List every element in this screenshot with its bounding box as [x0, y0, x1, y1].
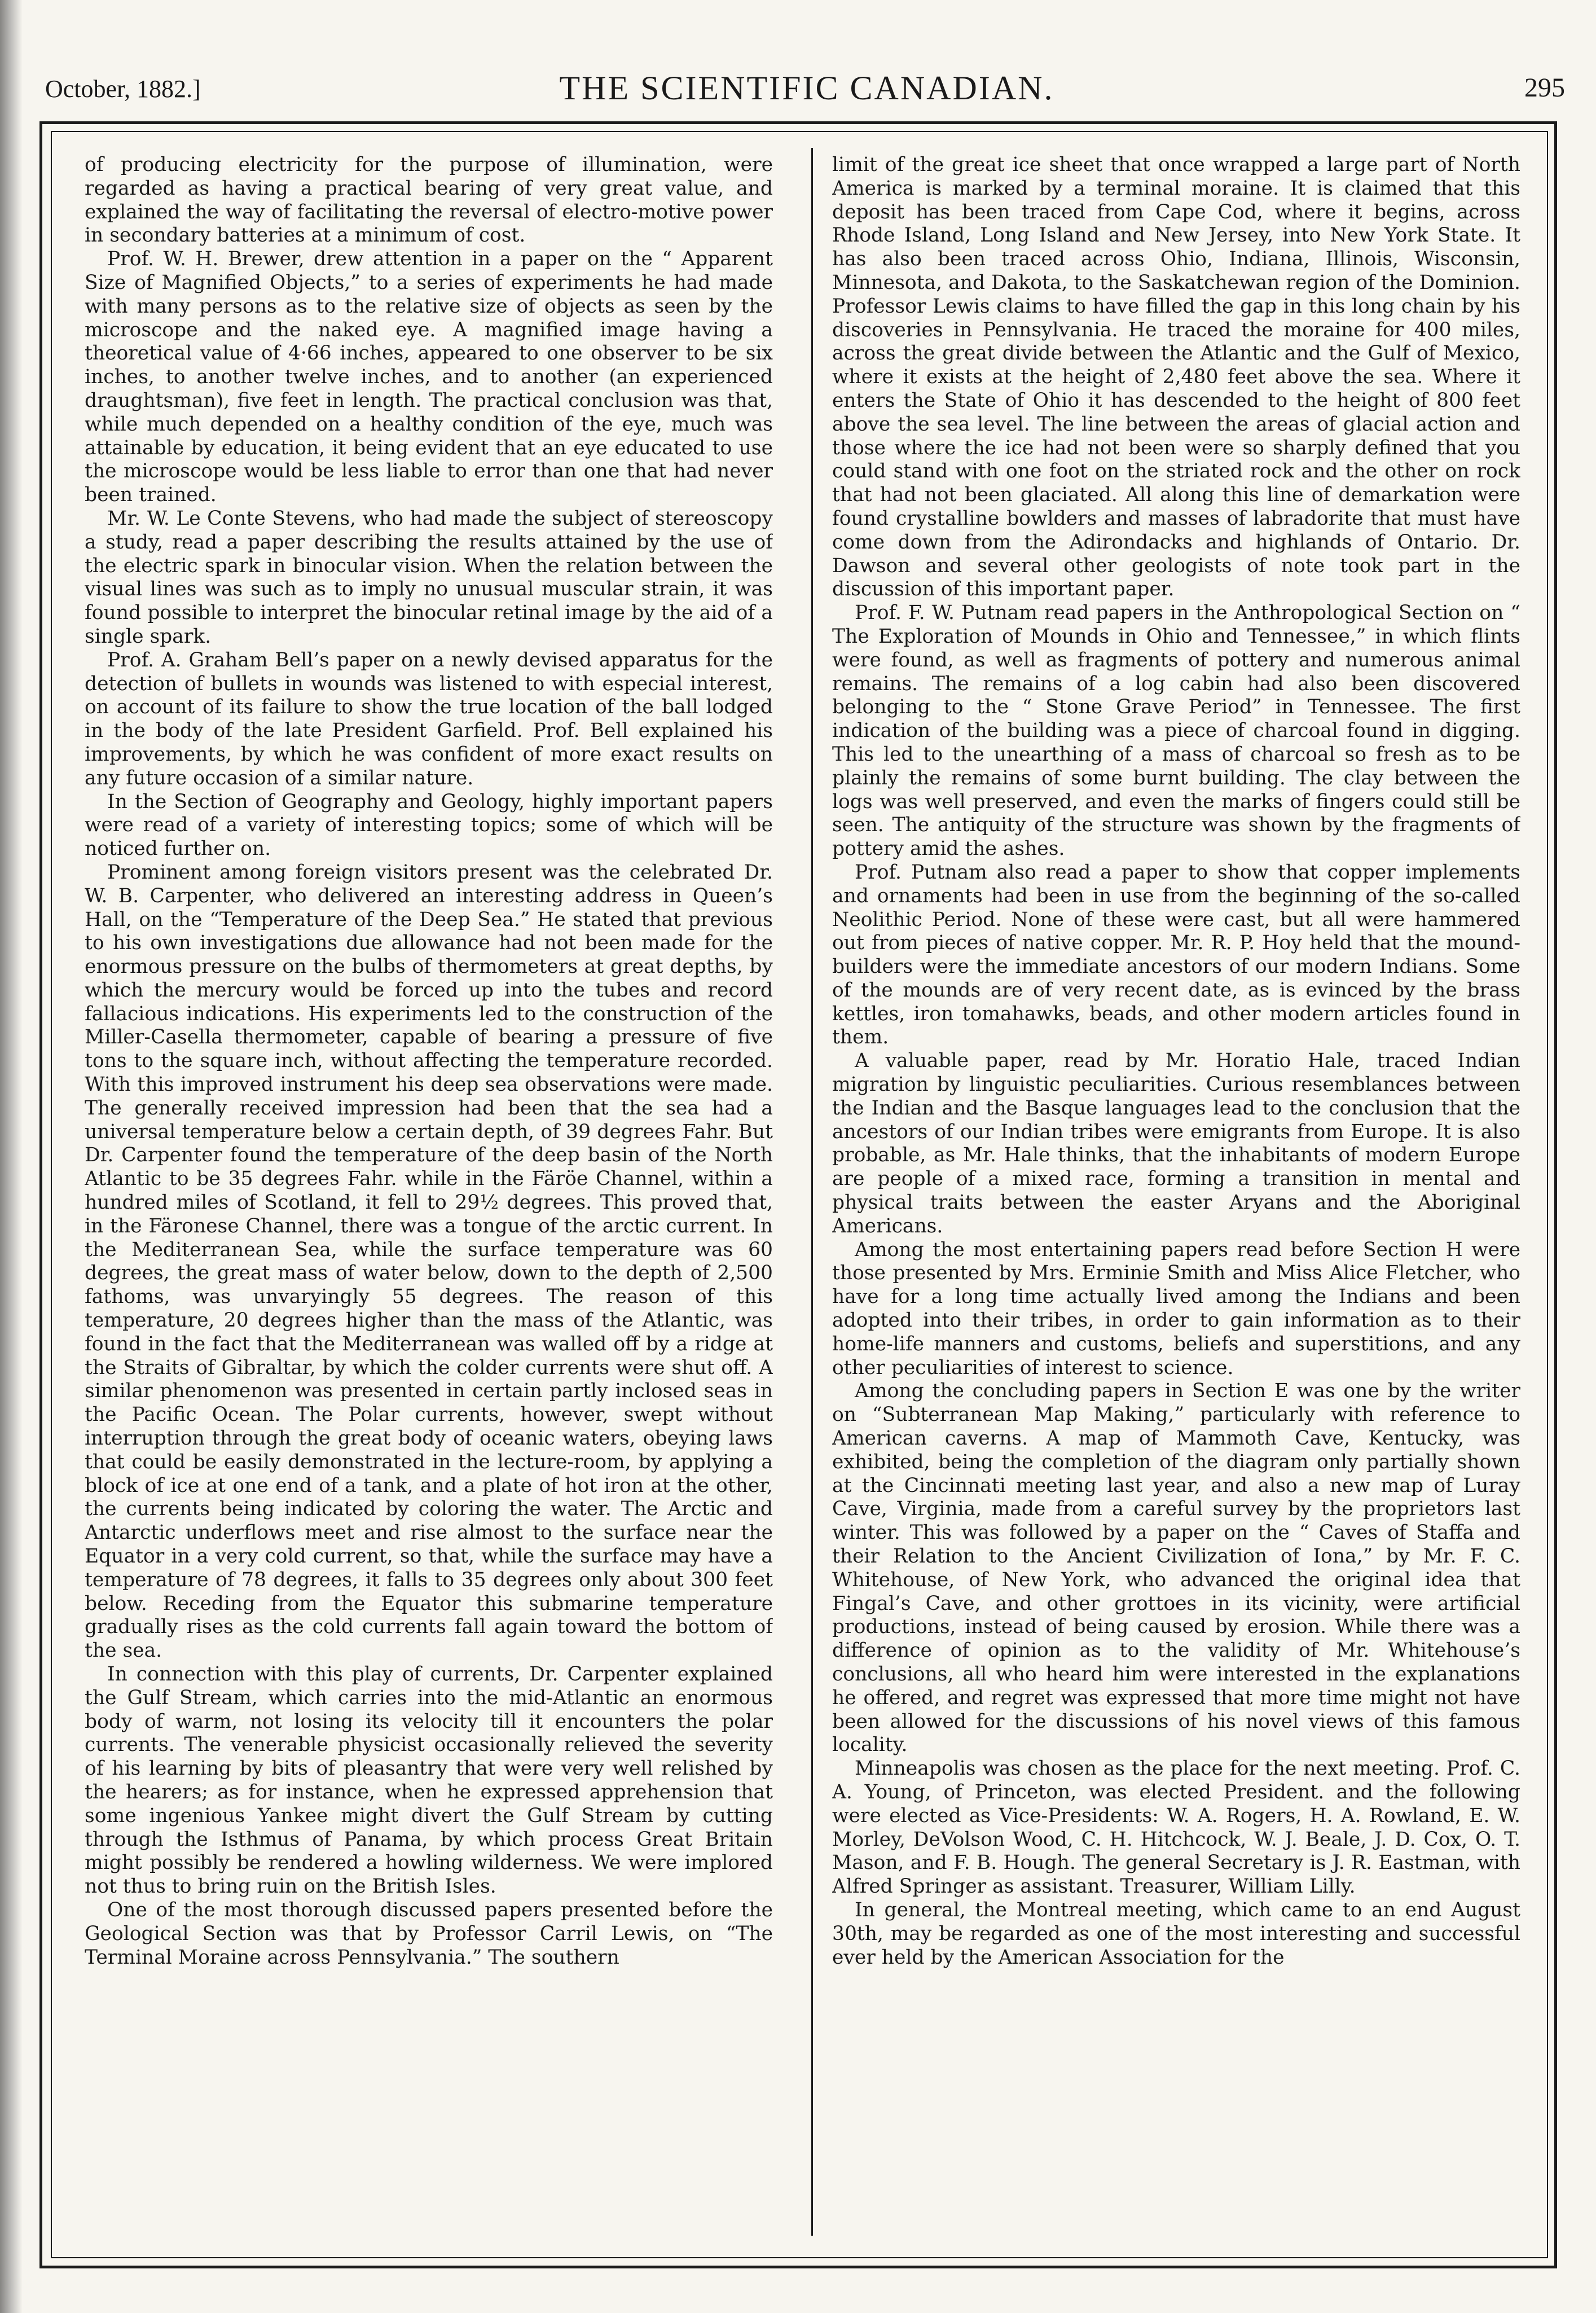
paragraph: Prof. W. H. Brewer, drew attention in a paper on the “ Apparent Size of Magnified Objects,” to a series of experiments he had made with many persons as to the relative size of objects as seen by the microscope and the naked eye. A magnified image having a theoretical value of 4·66 inches, appeared to one observer to be six inches, to another twelve inches, and to another (an experienced draughtsman), five feet in length. The practical conclusion was that, while much depended on a healthy condition of the eye, much was attainable by education, it being evident that an eye educated to use the microscope would be less liable to error than one that had never been trained.: [85, 248, 773, 507]
column-divider: [811, 148, 813, 2236]
publication-title: THE SCIENTIFIC CANADIAN.: [559, 69, 1054, 107]
paragraph: Prof. F. W. Putnam read papers in the Anthropological Section on “ The Exploration of Mounds in Ohio and Tennessee,” in which flints were found, as well as fragments of pottery and numerous animal remains. The remains of a log cabin had also been discovered belonging to the “ Stone Grave Period” in Tennessee. The first indication of the building was a piece of charcoal found in digging. This led to the unearthing of a mass of charcoal so fresh as to be plainly the remains of some burnt building. The clay between the logs was well preserved, and even the marks of fingers could still be seen. The antiquity of the structure was shown by the fragments of pottery amid the ashes.: [832, 602, 1520, 861]
page-header: [45, 62, 1568, 113]
right-column: [832, 153, 1520, 2236]
page-number: 295: [1524, 73, 1565, 103]
paragraph: Prof. Putnam also read a paper to show that copper implements and ornaments had been in use from the beginning of the so-called Neolithic Period. None of these were cast, but all were hammered out from pieces of native copper. Mr. R. P. Hoy held that the mound-builders were the immediate ancestors of our modern Indians. Some of the mounds are of very recent date, as is evinced by the brass kettles, iron tomahawks, beads, and other modern articles found in them.: [832, 861, 1520, 1049]
page-edge-shadow: [0, 0, 23, 2313]
paragraph: In connection with this play of currents, Dr. Carpenter explained the Gulf Stream, which carries into the mid-Atlantic an enormous body of warm, not losing its velocity till it encounters the polar currents. The venerable physicist occasionally relieved the severity of his learning by bits of pleasantry that were very well relished by the hearers; as for instance, when he expressed apprehension that some ingenious Yankee might divert the Gulf Stream by cutting through the Isthmus of Panama, by which process Great Britain might possibly be rendered a howling wilderness. We were implored not thus to bring ruin on the British Isles.: [85, 1663, 773, 1898]
paragraph: A valuable paper, read by Mr. Horatio Hale, traced Indian migration by linguistic peculiarities. Curious resemblances between the Indian and the Basque languages lead to the conclusion that the ancestors of our Indian tribes were emigrants from Europe. It is also probable, as Mr. Hale thinks, that the inhabitants of modern Europe are people of a mixed race, forming a transition in mental and physical traits between the easter Aryans and the Aboriginal Americans.: [832, 1050, 1520, 1237]
paragraph: Among the concluding papers in Section E was one by the writer on “Subterranean Map Making,” particularly with reference to American caverns. A map of Mammoth Cave, Kentucky, was exhibited, being the completion of the diagram only partially shown at the Cincinnati meeting last year, and also a new map of Luray Cave, Virginia, made from a careful survey by the proprietors last winter. This was followed by a paper on the “ Caves of Staffa and their Relation to the Ancient Civilization of Iona,” by Mr. F. C. Whitehouse, of New York, who advanced the original idea that Fingal’s Cave, and other grottoes in its vicinity, were artificial productions, instead of being caused by erosion. While there was a difference of opinion as to the validity of Mr. Whitehouse’s conclusions, all who heard him were interested in the explanations he offered, and regret was expressed that more time might not have been allowed for the discussions of his novel views of this famous locality.: [832, 1380, 1520, 1757]
paragraph: Prof. A. Graham Bell’s paper on a newly devised apparatus for the detection of bullets in wounds was listened to with especial interest, on account of its failure to show the true location of the ball lodged in the body of the late President Garfield. Prof. Bell explained his improvements, by which he was confident of more exact results on any future occasion of a similar nature.: [85, 648, 773, 789]
paragraph: One of the most thorough discussed papers presented before the Geological Section was that by Professor Carril Lewis, on “The Terminal Moraine across Pennsylvania.” The southern: [85, 1898, 773, 1969]
paragraph: Minneapolis was chosen as the place for the next meeting. Prof. C. A. Young, of Princeton, was elected President. and the following were elected as Vice-Presidents: W. A. Rogers, H. A. Rowland, E. W. Morley, DeVolson Wood, C. H. Hitchcock, W. J. Beale, J. D. Cox, O. T. Mason, and F. B. Hough. The general Secretary is J. R. Eastman, with Alfred Springer as assistant. Treasurer, William Lilly.: [832, 1757, 1520, 1898]
paragraph: limit of the great ice sheet that once wrapped a large part of North America is marked by a terminal moraine. It is claimed that this deposit has been traced from Cape Cod, where it begins, across Rhode Island, Long Island and New Jersey, into New York State. It has also been traced across Ohio, Indiana, Illinois, Wisconsin, Minnesota, and Dakota, to the Saskatchewan region of the Dominion. Professor Lewis claims to have filled the gap in this long chain by his discoveries in Pennsylvania. He traced the moraine for 400 miles, across the great divide between the Atlantic and the Gulf of Mexico, where it exists at the height of 2,480 feet above the sea. Where it enters the State of Ohio it has descended to the height of 800 feet above the sea level. The line between the areas of glacial action and those where the ice had not been were so sharply defined that you could stand with one foot on the striated rock and the other on rock that had not been glaciated. All along this line of demarkation were found crystalline bowlders and masses of labradorite that must have come down from the Adirondacks and highlands of Ontario. Dr. Dawson and several other geologists of note took part in the discussion of this important paper.: [832, 153, 1520, 601]
paragraph: of producing electricity for the purpose of illumination, were regarded as having a practical bearing of very great value, and explained the way of facilitating the reversal of electro-motive power in secondary batteries at a minimum of cost.: [85, 153, 773, 247]
paragraph: In the Section of Geography and Geology, highly important papers were read of a variety of interesting topics; some of which will be noticed further on.: [85, 790, 773, 861]
left-column: [85, 153, 773, 2236]
issue-date: October, 1882.]: [45, 75, 201, 103]
paragraph: Prominent among foreign visitors present was the celebrated Dr. W. B. Carpenter, who delivered an interesting address in Queen’s Hall, on the “Temperature of the Deep Sea.” He stated that previous to his own investigations due allowance had not been made for the enormous pressure on the bulbs of thermometers at great depths, by which the mercury would be forced up into the tubes and record fallacious indications. His experiments led to the construction of the Miller-Casella thermometer, capable of bearing a pressure of five tons to the square inch, without affecting the temperature recorded. With this improved instrument his deep sea observations were made. The generally received impression had been that the sea had a universal temperature below a certain depth, of 39 degrees Fahr. But Dr. Carpenter found the temperature of the deep basin of the North Atlantic to be 35 degrees Fahr. while in the Färöe Channel, within a hundred miles of Scotland, it fell to 29½ degrees. This proved that, in the Färonese Channel, there was a tongue of the arctic current. In the Mediterranean Sea, while the surface temperature was 60 degrees, the great mass of water below, down to the depth of 2,500 fathoms, was unvaryingly 55 degrees. The reason of this temperature, 20 degrees higher than the mass of the Atlantic, was found in the fact that the Mediterranean was walled off by a ridge at the Straits of Gibraltar, by which the colder currents were shut off. A similar phenomenon was presented in certain partly inclosed seas in the Pacific Ocean. The Polar currents, however, swept without interruption through the great body of oceanic waters, obeying laws that could be easily demonstrated in the lecture-room, by applying a block of ice at one end of a tank, and a plate of hot iron at the other, the currents being indicated by coloring the water. The Arctic and Antarctic underflows meet and rise almost to the surface near the Equator in a very cold current, so that, while the surface may have a temperature of 78 degrees, it falls to 35 degrees only about 300 feet below. Receding from the Equator this submarine temperature gradually rises as the cold currents fall again toward the bottom of the sea.: [85, 861, 773, 1662]
paragraph: Among the most entertaining papers read before Section H were those presented by Mrs. Erminie Smith and Miss Alice Fletcher, who have for a long time actually lived among the Indians and been adopted into their tribes, in order to gain information as to their home-life manners and customs, beliefs and superstitions, and any other peculiarities of interest to science.: [832, 1238, 1520, 1379]
paragraph: In general, the Montreal meeting, which came to an end August 30th, may be regarded as one of the most interesting and successful ever held by the American Association for the: [832, 1898, 1520, 1969]
paragraph: Mr. W. Le Conte Stevens, who had made the subject of stereoscopy a study, read a paper describing the results attained by the use of the electric spark in binocular vision. When the relation between the visual lines was such as to imply no unusual muscular strain, it was found possible to interpret the binocular retinal image by the aid of a single spark.: [85, 507, 773, 648]
